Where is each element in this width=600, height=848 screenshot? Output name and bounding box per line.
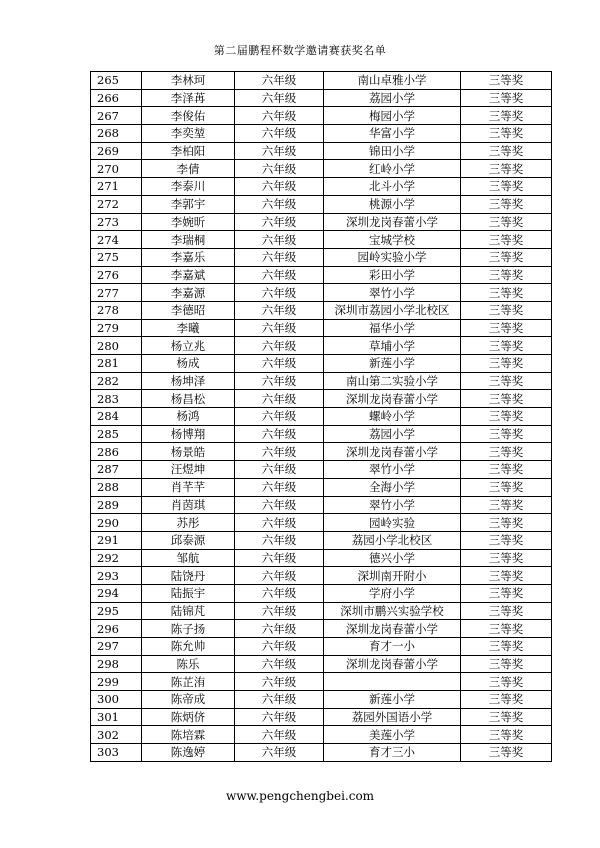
cell-grade: 六年级	[235, 372, 324, 390]
table-row	[91, 531, 552, 549]
table-row	[91, 461, 552, 479]
cell-school: 翠竹小学	[324, 284, 461, 302]
cell-school: 荔园小学	[324, 425, 461, 443]
cell-school: 新莲小学	[324, 691, 461, 709]
table-row	[91, 514, 552, 532]
cell-grade: 六年级	[235, 231, 324, 249]
cell-student-name: 李柏阳	[142, 142, 235, 160]
cell-number: 268	[91, 125, 142, 143]
cell-award: 三等奖	[461, 514, 552, 532]
cell-school: 深圳龙岗春蕾小学	[324, 390, 461, 408]
cell-award: 三等奖	[461, 673, 552, 691]
cell-grade: 六年级	[235, 408, 324, 426]
cell-grade: 六年级	[235, 531, 324, 549]
cell-number: 297	[91, 638, 142, 656]
cell-grade: 六年级	[235, 673, 324, 691]
cell-grade: 六年级	[235, 567, 324, 585]
cell-award: 三等奖	[461, 443, 552, 461]
cell-award: 三等奖	[461, 284, 552, 302]
cell-award: 三等奖	[461, 248, 552, 266]
table-row	[91, 408, 552, 426]
cell-grade: 六年级	[235, 142, 324, 160]
cell-grade: 六年级	[235, 549, 324, 567]
cell-student-name: 李嘉源	[142, 284, 235, 302]
cell-number: 275	[91, 248, 142, 266]
cell-award: 三等奖	[461, 301, 552, 319]
cell-grade: 六年级	[235, 655, 324, 673]
cell-number: 293	[91, 567, 142, 585]
cell-number: 292	[91, 549, 142, 567]
table-row	[91, 390, 552, 408]
cell-number: 269	[91, 142, 142, 160]
cell-school: 深圳南开附小	[324, 567, 461, 585]
cell-school: 荔园外国语小学	[324, 708, 461, 726]
table-row	[91, 673, 552, 691]
table-row	[91, 319, 552, 337]
cell-award: 三等奖	[461, 708, 552, 726]
cell-number: 301	[91, 708, 142, 726]
cell-student-name: 杨成	[142, 355, 235, 373]
cell-student-name: 李婉昕	[142, 213, 235, 231]
cell-number: 298	[91, 655, 142, 673]
cell-grade: 六年级	[235, 584, 324, 602]
page-title: 第二届鹏程杯数学邀请赛获奖名单	[213, 44, 387, 57]
cell-grade: 六年级	[235, 89, 324, 107]
cell-student-name: 邱泰源	[142, 531, 235, 549]
cell-number: 266	[91, 89, 142, 107]
cell-grade: 六年级	[235, 478, 324, 496]
cell-number: 294	[91, 584, 142, 602]
table-row	[91, 142, 552, 160]
table-row	[91, 372, 552, 390]
cell-school: 螺岭小学	[324, 408, 461, 426]
cell-student-name: 李郭宇	[142, 195, 235, 213]
cell-student-name: 陈逸婷	[142, 744, 235, 762]
cell-student-name: 李俊佑	[142, 107, 235, 125]
cell-school: 深圳龙岗春蕾小学	[324, 655, 461, 673]
cell-school: 福华小学	[324, 319, 461, 337]
cell-number: 276	[91, 266, 142, 284]
table-row	[91, 89, 552, 107]
cell-award: 三等奖	[461, 319, 552, 337]
table-row	[91, 284, 552, 302]
cell-school: 深圳市荔园小学北校区	[324, 301, 461, 319]
cell-number: 291	[91, 531, 142, 549]
table-row	[91, 549, 552, 567]
cell-award: 三等奖	[461, 531, 552, 549]
cell-number: 279	[91, 319, 142, 337]
cell-student-name: 李曦	[142, 319, 235, 337]
cell-student-name: 苏彤	[142, 514, 235, 532]
cell-school: 南山卓雅小学	[324, 72, 461, 90]
cell-student-name: 杨鸿	[142, 408, 235, 426]
cell-award: 三等奖	[461, 726, 552, 744]
table-row	[91, 107, 552, 125]
cell-grade: 六年级	[235, 195, 324, 213]
cell-student-name: 杨立兆	[142, 337, 235, 355]
cell-school: 园岭实验小学	[324, 248, 461, 266]
cell-grade: 六年级	[235, 125, 324, 143]
cell-school: 红岭小学	[324, 160, 461, 178]
cell-student-name: 邹航	[142, 549, 235, 567]
cell-award: 三等奖	[461, 655, 552, 673]
cell-number: 289	[91, 496, 142, 514]
table-row	[91, 478, 552, 496]
cell-student-name: 肖茵琪	[142, 496, 235, 514]
table-row	[91, 496, 552, 514]
cell-award: 三等奖	[461, 266, 552, 284]
cell-grade: 六年级	[235, 107, 324, 125]
cell-student-name: 陆锦芃	[142, 602, 235, 620]
cell-school: 全海小学	[324, 478, 461, 496]
table-row	[91, 584, 552, 602]
cell-student-name: 杨博翔	[142, 425, 235, 443]
cell-grade: 六年级	[235, 620, 324, 638]
cell-grade: 六年级	[235, 691, 324, 709]
table-body	[91, 72, 552, 762]
cell-number: 270	[91, 160, 142, 178]
table-row	[91, 213, 552, 231]
cell-number: 278	[91, 301, 142, 319]
cell-award: 三等奖	[461, 478, 552, 496]
cell-grade: 六年级	[235, 266, 324, 284]
cell-award: 三等奖	[461, 213, 552, 231]
footer-url: www.pengchengbei.com	[225, 789, 375, 803]
cell-student-name: 李奕堃	[142, 125, 235, 143]
cell-school: 新莲小学	[324, 355, 461, 373]
cell-grade: 六年级	[235, 744, 324, 762]
cell-award: 三等奖	[461, 691, 552, 709]
table-row	[91, 248, 552, 266]
cell-grade: 六年级	[235, 213, 324, 231]
table-row	[91, 726, 552, 744]
cell-school: 深圳龙岗春蕾小学	[324, 620, 461, 638]
cell-number: 271	[91, 178, 142, 196]
table-row	[91, 266, 552, 284]
cell-grade: 六年级	[235, 726, 324, 744]
cell-number: 288	[91, 478, 142, 496]
cell-award: 三等奖	[461, 178, 552, 196]
table-row	[91, 638, 552, 656]
cell-school: 北斗小学	[324, 178, 461, 196]
table-row	[91, 425, 552, 443]
cell-grade: 六年级	[235, 461, 324, 479]
cell-award: 三等奖	[461, 461, 552, 479]
cell-award: 三等奖	[461, 602, 552, 620]
cell-grade: 六年级	[235, 708, 324, 726]
cell-school: 园岭实验	[324, 514, 461, 532]
cell-award: 三等奖	[461, 425, 552, 443]
cell-grade: 六年级	[235, 443, 324, 461]
cell-award: 三等奖	[461, 72, 552, 90]
cell-award: 三等奖	[461, 620, 552, 638]
cell-number: 300	[91, 691, 142, 709]
cell-student-name: 杨昌松	[142, 390, 235, 408]
cell-student-name: 李泽苒	[142, 89, 235, 107]
cell-school: 深圳市鹏兴实验学校	[324, 602, 461, 620]
cell-school: 桃源小学	[324, 195, 461, 213]
cell-school: 翠竹小学	[324, 496, 461, 514]
cell-number: 302	[91, 726, 142, 744]
cell-grade: 六年级	[235, 337, 324, 355]
table-row	[91, 178, 552, 196]
cell-grade: 六年级	[235, 638, 324, 656]
cell-grade: 六年级	[235, 160, 324, 178]
cell-grade: 六年级	[235, 72, 324, 90]
cell-student-name: 陈允帅	[142, 638, 235, 656]
table-row	[91, 195, 552, 213]
cell-award: 三等奖	[461, 355, 552, 373]
cell-school: 翠竹小学	[324, 461, 461, 479]
cell-school	[324, 673, 461, 691]
cell-award: 三等奖	[461, 231, 552, 249]
cell-student-name: 杨坤泽	[142, 372, 235, 390]
cell-number: 281	[91, 355, 142, 373]
cell-school: 锦田小学	[324, 142, 461, 160]
table-row	[91, 620, 552, 638]
cell-number: 267	[91, 107, 142, 125]
table-row	[91, 160, 552, 178]
cell-grade: 六年级	[235, 425, 324, 443]
cell-student-name: 陆饶丹	[142, 567, 235, 585]
cell-school: 育才一小	[324, 638, 461, 656]
cell-grade: 六年级	[235, 301, 324, 319]
cell-number: 295	[91, 602, 142, 620]
cell-award: 三等奖	[461, 89, 552, 107]
cell-student-name: 李倩	[142, 160, 235, 178]
cell-student-name: 李嘉乐	[142, 248, 235, 266]
cell-number: 272	[91, 195, 142, 213]
table-row	[91, 301, 552, 319]
cell-number: 284	[91, 408, 142, 426]
cell-grade: 六年级	[235, 319, 324, 337]
cell-student-name: 陆振宇	[142, 584, 235, 602]
cell-student-name: 李嘉斌	[142, 266, 235, 284]
cell-number: 273	[91, 213, 142, 231]
cell-grade: 六年级	[235, 248, 324, 266]
cell-award: 三等奖	[461, 372, 552, 390]
cell-school: 宝城学校	[324, 231, 461, 249]
cell-number: 303	[91, 744, 142, 762]
cell-number: 282	[91, 372, 142, 390]
cell-school: 美莲小学	[324, 726, 461, 744]
table-row	[91, 125, 552, 143]
cell-award: 三等奖	[461, 390, 552, 408]
cell-student-name: 杨景皓	[142, 443, 235, 461]
cell-award: 三等奖	[461, 337, 552, 355]
cell-school: 学府小学	[324, 584, 461, 602]
cell-award: 三等奖	[461, 638, 552, 656]
cell-number: 280	[91, 337, 142, 355]
cell-number: 290	[91, 514, 142, 532]
cell-number: 283	[91, 390, 142, 408]
cell-number: 285	[91, 425, 142, 443]
cell-grade: 六年级	[235, 390, 324, 408]
cell-number: 274	[91, 231, 142, 249]
cell-grade: 六年级	[235, 355, 324, 373]
table-row	[91, 72, 552, 90]
table-row	[91, 744, 552, 762]
cell-grade: 六年级	[235, 284, 324, 302]
cell-school: 彩田小学	[324, 266, 461, 284]
cell-award: 三等奖	[461, 584, 552, 602]
table-row	[91, 443, 552, 461]
cell-award: 三等奖	[461, 549, 552, 567]
cell-award: 三等奖	[461, 107, 552, 125]
cell-student-name: 李泰川	[142, 178, 235, 196]
cell-award: 三等奖	[461, 142, 552, 160]
table-row	[91, 602, 552, 620]
cell-student-name: 陈帝成	[142, 691, 235, 709]
cell-school: 荔园小学	[324, 89, 461, 107]
table-row	[91, 355, 552, 373]
cell-number: 287	[91, 461, 142, 479]
cell-award: 三等奖	[461, 160, 552, 178]
cell-school: 华富小学	[324, 125, 461, 143]
table-row	[91, 337, 552, 355]
cell-number: 265	[91, 72, 142, 90]
cell-award: 三等奖	[461, 744, 552, 762]
cell-grade: 六年级	[235, 496, 324, 514]
award-list-table	[90, 71, 552, 762]
table-row	[91, 655, 552, 673]
cell-student-name: 陈芷洧	[142, 673, 235, 691]
table-row	[91, 567, 552, 585]
cell-student-name: 李瑞桐	[142, 231, 235, 249]
cell-school: 荔园小学北校区	[324, 531, 461, 549]
cell-grade: 六年级	[235, 514, 324, 532]
cell-student-name: 陈乐	[142, 655, 235, 673]
cell-number: 296	[91, 620, 142, 638]
cell-school: 德兴小学	[324, 549, 461, 567]
cell-school: 深圳龙岗春蕾小学	[324, 443, 461, 461]
cell-student-name: 陈炳侪	[142, 708, 235, 726]
cell-grade: 六年级	[235, 178, 324, 196]
table-row	[91, 231, 552, 249]
cell-student-name: 肖芊芊	[142, 478, 235, 496]
cell-number: 286	[91, 443, 142, 461]
cell-student-name: 陈培霖	[142, 726, 235, 744]
cell-school: 深圳龙岗春蕾小学	[324, 213, 461, 231]
cell-award: 三等奖	[461, 195, 552, 213]
cell-student-name: 陈子扬	[142, 620, 235, 638]
cell-student-name: 汪煜坤	[142, 461, 235, 479]
cell-student-name: 李林珂	[142, 72, 235, 90]
cell-award: 三等奖	[461, 125, 552, 143]
cell-school: 梅园小学	[324, 107, 461, 125]
cell-award: 三等奖	[461, 567, 552, 585]
cell-grade: 六年级	[235, 602, 324, 620]
table-row	[91, 691, 552, 709]
cell-school: 南山第二实验小学	[324, 372, 461, 390]
cell-award: 三等奖	[461, 496, 552, 514]
cell-award: 三等奖	[461, 408, 552, 426]
cell-student-name: 李德昭	[142, 301, 235, 319]
cell-school: 草埔小学	[324, 337, 461, 355]
table-row	[91, 708, 552, 726]
cell-number: 277	[91, 284, 142, 302]
cell-number: 299	[91, 673, 142, 691]
cell-school: 育才三小	[324, 744, 461, 762]
